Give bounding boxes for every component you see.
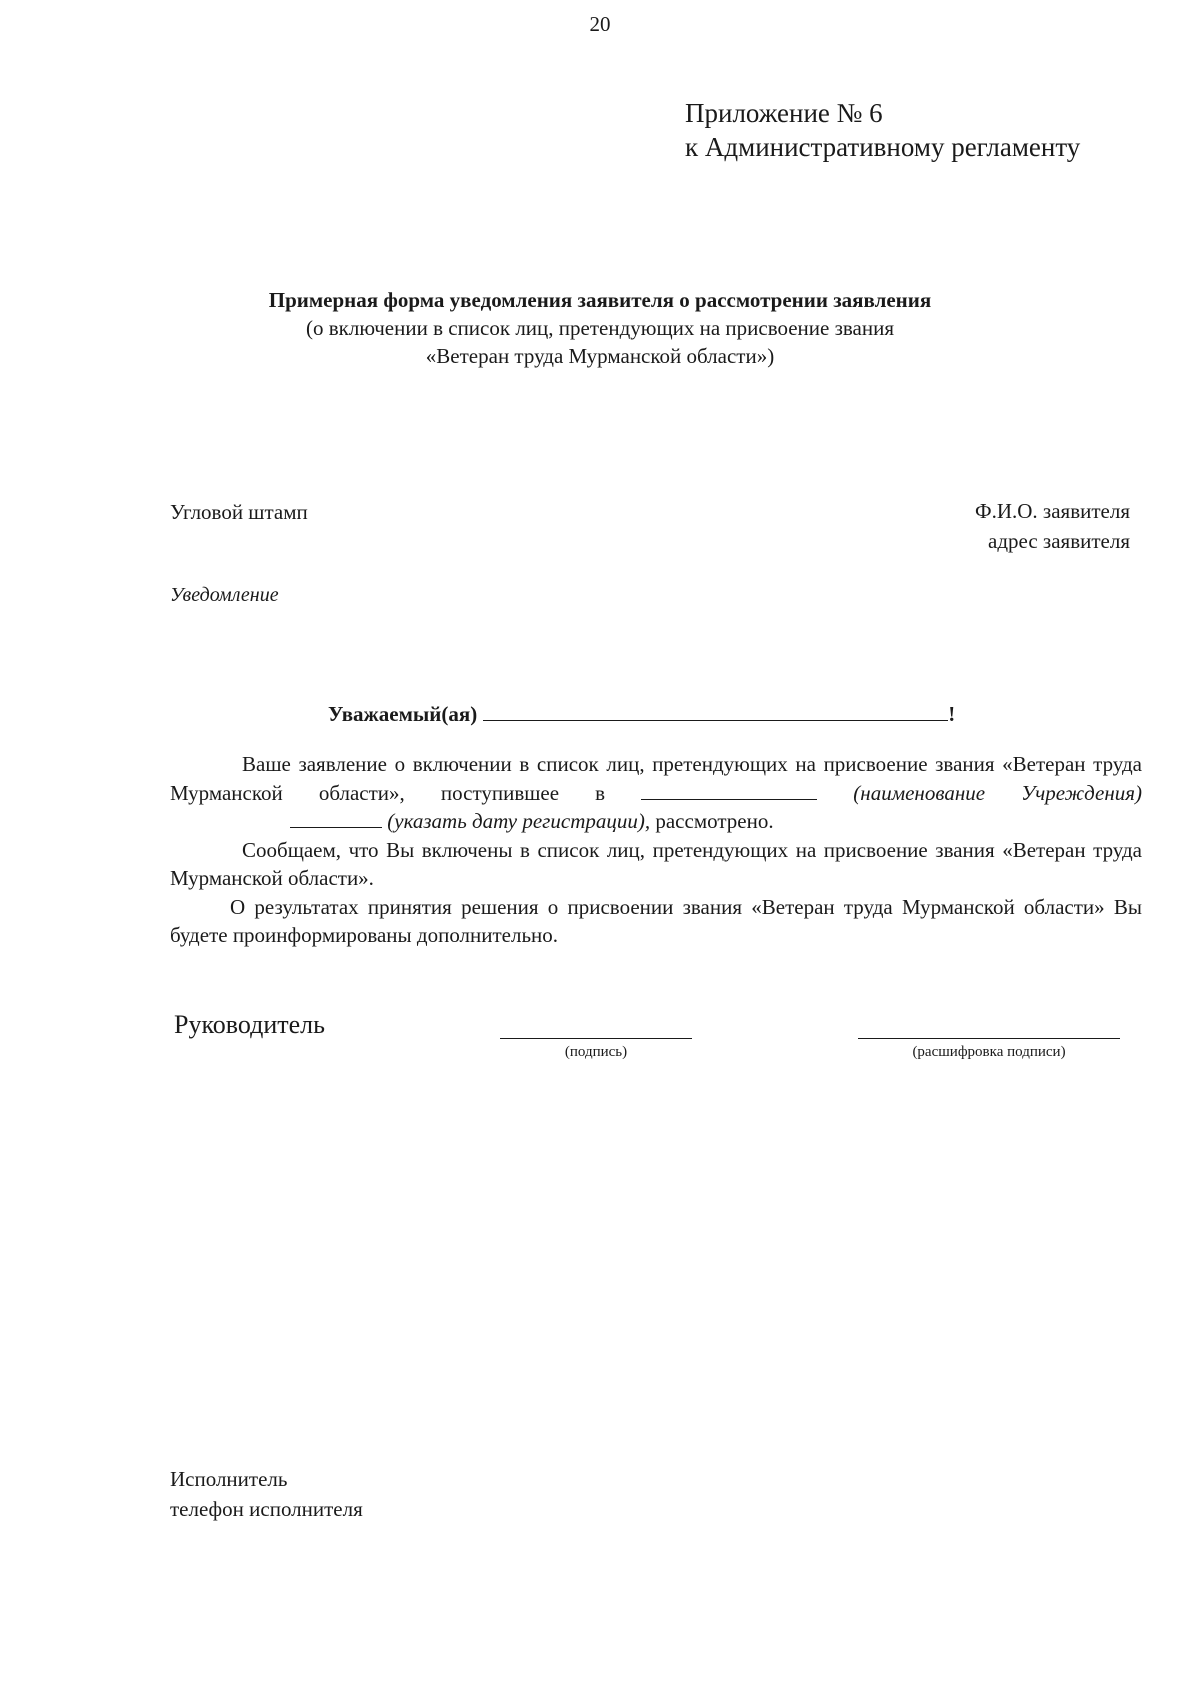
applicant-block	[975, 496, 1130, 556]
appendix-reference: к Административному регламенту	[685, 132, 1081, 162]
appendix-number: Приложение № 6	[685, 98, 883, 128]
executor-label: Исполнитель	[170, 1467, 288, 1491]
form-title-main: Примерная форма уведомления заявителя о рассмотрении заявления	[268, 288, 932, 312]
greeting-exclamation: !	[948, 702, 956, 726]
signature-caption: (подпись)	[564, 1044, 628, 1060]
page-number: 20	[589, 12, 611, 36]
executor-phone-label: телефон исполнителя	[170, 1497, 363, 1521]
greeting	[328, 700, 955, 727]
head-signature-label: Руководитель	[174, 1010, 325, 1039]
form-title-line2: (о включении в список лиц, претендующих на присвоение звания	[306, 316, 894, 340]
date-blank	[290, 809, 382, 828]
applicant-address-label: адрес заявителя	[988, 529, 1130, 553]
body-paragraph-3: О результатах принятия решения о присвоении звания «Ветеран труда Мурманской области» Вы будете проинформированы дополнительно.	[170, 894, 1142, 947]
body-p1-hint-institution: (наименование Учреждения)	[853, 780, 1143, 805]
body-paragraph-2: Сообщаем, что Вы включены в список лиц, претендующих на присвоение звания «Ветеран труда Мурманской области».	[170, 837, 1142, 890]
notice-label: Уведомление	[170, 584, 279, 606]
body-p1-text: Ваше заявление о включении в список лиц, претендующих на присвоение звания «Ветеран труда Мурманской области», поступившее в	[170, 752, 1142, 805]
appendix-header	[685, 96, 1080, 164]
signature-decode-line	[858, 1038, 1120, 1039]
institution-blank	[641, 781, 817, 800]
form-title	[150, 286, 1050, 370]
signature-decode-caption: (расшифровка подписи)	[912, 1044, 1066, 1060]
notice-body	[170, 750, 1142, 950]
body-paragraph-1	[170, 750, 1142, 836]
greeting-text: Уважаемый(ая)	[328, 702, 478, 726]
form-title-line3: «Ветеран труда Мурманской области»)	[425, 344, 775, 368]
executor-block	[170, 1464, 363, 1524]
applicant-name-label: Ф.И.О. заявителя	[975, 499, 1130, 523]
body-p1-hint-date: (указать дату регистрации),	[387, 809, 651, 833]
body-p1-end: рассмотрено.	[655, 809, 774, 833]
corner-stamp-label: Угловой штамп	[170, 500, 308, 524]
signature-line	[500, 1038, 692, 1039]
recipient-name-blank	[483, 700, 948, 721]
